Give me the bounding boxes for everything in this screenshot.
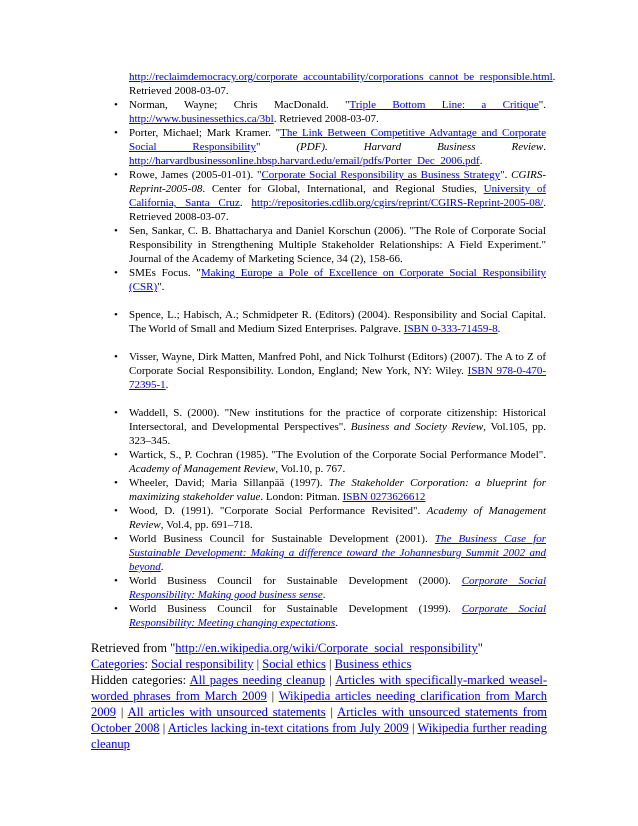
bullet-icon: • (114, 575, 118, 587)
reference-item (114, 350, 546, 392)
reference-item (114, 574, 547, 602)
hidden-category-link[interactable]: All pages needing cleanup (189, 673, 326, 687)
separator: | (325, 673, 336, 687)
retrieved-url-link[interactable]: http://en.wikipedia.org/wiki/Corporate_social_responsibility (175, 641, 478, 655)
bullet-icon: • (114, 351, 118, 363)
reference-item (114, 602, 547, 630)
bullet-icon: • (114, 267, 118, 279)
reference-text: Wheeler, David; Maria Sillanpää (1997). (129, 477, 329, 489)
references-list (0, 70, 638, 630)
reference-link[interactable]: http://reclaimdemocracy.org/corporate_accountability/corporations_cannot_be_responsible.html (129, 71, 553, 83)
separator: | (253, 657, 263, 671)
reference-text: World Business Council for Sustainable Development (2001). (129, 533, 435, 545)
reference-text: . Retrieved 2008-03-07. (129, 197, 547, 223)
hidden-category-link[interactable]: Wikipedia further reading cleanup (91, 721, 547, 751)
reference-link[interactable]: Triple Bottom Line: a Critique (349, 99, 539, 111)
reference-italic-text: The Stakeholder Corporation: a blueprint for maximizing stakeholder value (129, 477, 546, 503)
reference-text: , Vol.4, pp. 691–718. (160, 519, 253, 531)
reference-link[interactable]: Corporate Social Responsibility as Business Strategy (261, 169, 501, 181)
bullet-icon: • (114, 477, 118, 489)
reference-text: ". (500, 169, 512, 181)
hidden-category-link[interactable]: Articles lacking in-text citations from July 2009 (167, 721, 409, 735)
bullet-icon: • (114, 225, 118, 237)
reference-text: . (165, 379, 169, 391)
reference-item (114, 224, 546, 266)
reference-italic-text: CGIRS-Reprint-2005-08 (129, 169, 546, 195)
reference-link[interactable]: The Business Case for Sustainable Development: Making a difference toward the Johannesburg Summit 2002 and beyond (129, 533, 546, 573)
bullet-icon: • (114, 407, 118, 419)
bullet-icon: • (114, 169, 118, 181)
reference-item (114, 406, 546, 448)
reference-link[interactable]: Making Europe a Pole of Excellence on Corporate Social Responsibility (CSR) (129, 267, 546, 293)
reference-italic-text: (PDF). Harvard Business Review (296, 141, 544, 153)
reference-text: Sen, Sankar, C. B. Bhattacharya and Daniel Korschun (2006). "The Role of Corporate Social Responsibility in Strengthening Multiple Stakeholder Relationships: A Field Experiment." Journal of the Academy of Marketing Science, 34 (2), 158-66. (129, 225, 546, 265)
hidden-category-link[interactable]: Articles with unsourced statements from October 2008 (91, 705, 547, 735)
reference-text: Wartick, S., P. Cochran (1985). "The Evolution of the Corporate Social Performance Model". (129, 449, 546, 461)
categories-line: Categories: Social responsibility | Social ethics | Business ethics (91, 657, 412, 671)
reference-text: . (497, 323, 501, 335)
categories-links (151, 657, 411, 671)
reference-text: . (160, 561, 164, 573)
reference-text: World Business Council for Sustainable Development (1999). (129, 603, 462, 615)
separator: | (266, 689, 279, 703)
reference-text: Rowe, James (2005-01-01). " (129, 169, 262, 181)
reference-item (129, 70, 556, 98)
reference-link[interactable]: ISBN 0-333-71459-8 (403, 323, 498, 335)
reference-item (114, 532, 546, 574)
category-link[interactable]: Business ethics (334, 657, 412, 671)
hidden-category-link[interactable]: All articles with unsourced statements (127, 705, 326, 719)
reference-link[interactable]: Corporate Social Responsibility: Making good business sense (129, 575, 547, 601)
reference-text: . (335, 617, 338, 629)
bullet-icon: • (114, 449, 118, 461)
reference-text: Norman, Wayne; Chris MacDonald. " (129, 99, 350, 111)
reference-text: , Vol.105, pp. 323–345. (129, 421, 546, 447)
hidden-categories-label: Hidden categories: (91, 673, 190, 687)
separator: | (408, 721, 418, 735)
bullet-icon: • (114, 309, 118, 321)
reference-italic-text: Academy of Management Review (129, 463, 276, 475)
reference-item (114, 98, 546, 126)
reference-text: Porter, Michael; Mark Kramer. " (129, 127, 281, 139)
bullet-icon: • (114, 505, 118, 517)
reference-text: Wood, D. (1991). "Corporate Social Performance Revisited". (129, 505, 427, 517)
bullet-icon: • (114, 533, 118, 545)
reference-item (114, 476, 546, 504)
retrieved-prefix: Retrieved from " (91, 641, 176, 655)
separator: | (325, 705, 338, 719)
retrieved-from-line (91, 640, 547, 656)
bullet-icon: • (114, 603, 118, 615)
reference-text: . (543, 141, 546, 153)
retrieved-suffix: " (477, 641, 483, 655)
reference-text: . Retrieved 2008-03-07. (273, 113, 379, 125)
reference-item (114, 168, 547, 224)
page-footer (91, 640, 547, 752)
reference-link[interactable]: The Link Between Competitive Advantage and Corporate Social Responsibility (129, 127, 546, 153)
reference-italic-text: Academy of Management Review (129, 505, 546, 531)
reference-item (114, 448, 546, 476)
reference-item (114, 308, 546, 336)
reference-item (114, 266, 546, 294)
categories-label-link[interactable]: Categories (91, 657, 145, 671)
reference-link[interactable]: University of California, Santa Cruz (129, 183, 546, 209)
reference-text: . Center for Global, International, and Regional Studies, (202, 183, 484, 195)
reference-text: Spence, L.; Habisch, A.; Schmidpeter R. (Editors) (2004). Responsibility and Social Capital. The World of Small and Medium Sized Enterprises. Palgrave. (129, 309, 546, 335)
reference-item (114, 126, 546, 168)
bullet-icon: • (114, 127, 118, 139)
separator: | (116, 705, 128, 719)
reference-link[interactable]: http://www.businessethics.ca/3bl (129, 113, 274, 125)
reference-text: . (239, 197, 252, 209)
reference-text: Visser, Wayne, Dirk Matten, Manfred Pohl, and Nick Tolhurst (Editors) (2007). The A to Z of Corporate Social Responsibility. London, England; New York, NY: Wiley. (129, 351, 546, 377)
reference-link[interactable]: http://repositories.cdlib.org/cgirs/reprint/CGIRS-Reprint-2005-08/ (251, 197, 544, 209)
reference-text: ". (538, 99, 546, 111)
reference-text: . Retrieved 2008-03-07. (129, 71, 556, 97)
hidden-category-link[interactable]: Articles with specifically-marked weasel-worded phrases from March 2009 (91, 673, 548, 703)
separator: | (159, 721, 168, 735)
hidden-category-link[interactable]: Wikipedia articles needing clarification from March 2009 (91, 689, 548, 719)
category-link[interactable]: Social responsibility (151, 657, 254, 671)
hidden-categories-line (91, 672, 547, 752)
reference-text: Waddell, S. (2000). "New institutions for the practice of corporate citizenship: Historical Intersectoral, and Developmental Perspectives". (129, 407, 546, 433)
reference-text: , Vol.10, p. 767. (275, 463, 346, 475)
reference-text: ". (157, 281, 165, 293)
category-link[interactable]: Social ethics (262, 657, 326, 671)
reference-link[interactable]: ISBN 0273626612 (342, 491, 426, 503)
reference-text: . (322, 589, 326, 601)
bullet-icon: • (114, 99, 118, 111)
reference-link[interactable]: Corporate Social Responsibility: Meeting changing expectations (129, 603, 547, 629)
reference-link[interactable]: ISBN 978-0-470-72395-1 (129, 365, 546, 391)
separator: | (325, 657, 335, 671)
reference-text: " (255, 141, 297, 153)
reference-item (114, 504, 546, 532)
reference-text: . London: Pitman. (260, 491, 343, 503)
reference-italic-text: Business and Society Review (350, 421, 484, 433)
reference-text: . (479, 155, 483, 167)
reference-text: World Business Council for Sustainable Development (2000). (129, 575, 462, 587)
reference-link[interactable]: http://harvardbusinessonline.hbsp.harvard.edu/email/pdfs/Porter_Dec_2006.pdf (129, 155, 480, 167)
reference-text: SMEs Focus. " (129, 267, 201, 279)
